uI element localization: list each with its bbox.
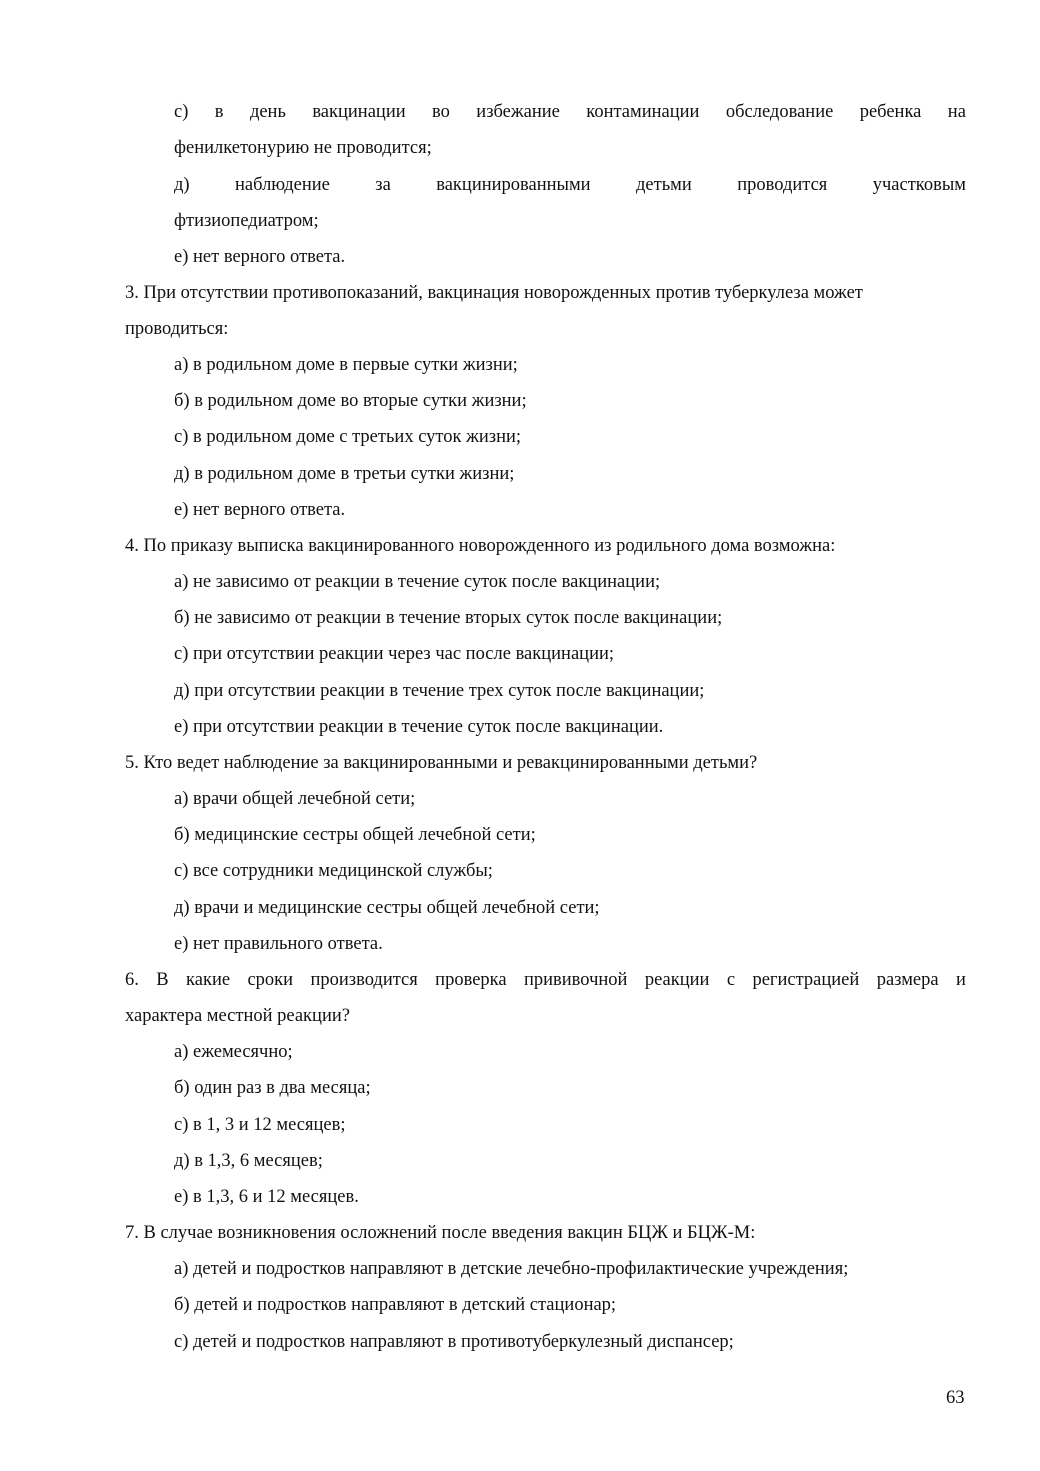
question-6-option-d: д) в 1,3, 6 месяцев; bbox=[174, 1151, 323, 1171]
question-5-line1: 5. Кто ведет наблюдение за вакцинированными и ревакцинированными детьми? bbox=[125, 753, 758, 773]
question-7-option-b: б) детей и подростков направляют в детский стационар; bbox=[174, 1295, 617, 1315]
word: наблюдение bbox=[235, 175, 330, 195]
question-4-option-b: б) не зависимо от реакции в течение вторых суток после вакцинации; bbox=[174, 608, 723, 628]
question-5-option-b: б) медицинские сестры общей лечебной сети; bbox=[174, 825, 536, 845]
question-4-line1: 4. По приказу выписка вакцинированного новорожденного из родильного дома возможна: bbox=[125, 536, 836, 556]
question-5-option-c: с) все сотрудники медицинской службы; bbox=[174, 861, 493, 881]
question-7-line1: 7. В случае возникновения осложнений после введения вакцин БЦЖ и БЦЖ-М: bbox=[125, 1223, 756, 1243]
word: и bbox=[956, 970, 966, 990]
word: проверка bbox=[435, 970, 507, 990]
word: в bbox=[214, 102, 224, 122]
word: день bbox=[249, 102, 286, 122]
word: вакцинации bbox=[312, 102, 406, 122]
question-3-option-b: б) в родильном доме во вторые сутки жизни; bbox=[174, 391, 527, 411]
question-5-option-a: а) врачи общей лечебной сети; bbox=[174, 789, 416, 809]
word: проводится bbox=[737, 175, 828, 195]
word: 6. bbox=[125, 970, 139, 990]
question-5-option-d: д) врачи и медицинские сестры общей лечебной сети; bbox=[174, 898, 600, 918]
question-3-option-c: с) в родильном доме с третьих суток жизни; bbox=[174, 427, 522, 447]
question-6-option-c: с) в 1, 3 и 12 месяцев; bbox=[174, 1115, 346, 1135]
word: какие bbox=[186, 970, 231, 990]
question-6-option-b: б) один раз в два месяца; bbox=[174, 1078, 371, 1098]
word: регистрацией bbox=[752, 970, 860, 990]
word: размера bbox=[876, 970, 939, 990]
word: вакцинированными bbox=[436, 175, 591, 195]
question-4-option-e: е) при отсутствии реакции в течение суток после вакцинации. bbox=[174, 717, 664, 737]
question-4-option-c: с) при отсутствии реакции через час после вакцинации; bbox=[174, 644, 615, 664]
question-6-option-e: е) в 1,3, 6 и 12 месяцев. bbox=[174, 1187, 359, 1207]
question-3-option-a: а) в родильном доме в первые сутки жизни; bbox=[174, 355, 518, 375]
word: участковым bbox=[872, 175, 966, 195]
question-4-option-a: а) не зависимо от реакции в течение суток после вакцинации; bbox=[174, 572, 661, 592]
question-5-option-e: е) нет правильного ответа. bbox=[174, 934, 383, 954]
question-7-option-c: с) детей и подростков направляют в противотуберкулезный диспансер; bbox=[174, 1332, 734, 1352]
answer-e: е) нет верного ответа. bbox=[174, 247, 346, 267]
question-3-option-d: д) в родильном доме в третьи сутки жизни; bbox=[174, 464, 515, 484]
word: за bbox=[375, 175, 391, 195]
page-number: 63 bbox=[946, 1388, 965, 1408]
question-3-line2: проводиться: bbox=[125, 319, 229, 339]
answer-c-line2: фенилкетонурию не проводится; bbox=[174, 138, 432, 158]
word: во bbox=[432, 102, 450, 122]
question-7-option-a: а) детей и подростков направляют в детские лечебно-профилактические учреждения; bbox=[174, 1259, 849, 1279]
word: д) bbox=[174, 175, 190, 195]
word: В bbox=[156, 970, 169, 990]
word: избежание bbox=[476, 102, 560, 122]
word: с) bbox=[174, 102, 189, 122]
answer-d-line1 bbox=[174, 174, 966, 196]
word: на bbox=[947, 102, 966, 122]
word: детьми bbox=[636, 175, 692, 195]
question-6-line1 bbox=[125, 969, 966, 991]
question-3-line1: 3. При отсутствии противопоказаний, вакцинация новорожденных против туберкулеза может bbox=[125, 283, 863, 303]
word: прививочной bbox=[524, 970, 628, 990]
word: реакции bbox=[644, 970, 710, 990]
word: сроки bbox=[247, 970, 294, 990]
question-3-option-e: е) нет верного ответа. bbox=[174, 500, 346, 520]
word: контаминации bbox=[586, 102, 700, 122]
answer-d-line2: фтизиопедиатром; bbox=[174, 211, 319, 231]
question-6-line2: характера местной реакции? bbox=[125, 1006, 350, 1026]
word: ребенка bbox=[859, 102, 922, 122]
question-6-option-a: а) ежемесячно; bbox=[174, 1042, 293, 1062]
question-4-option-d: д) при отсутствии реакции в течение трех суток после вакцинации; bbox=[174, 681, 705, 701]
word: с bbox=[726, 970, 736, 990]
word: производится bbox=[310, 970, 418, 990]
word: обследование bbox=[725, 102, 834, 122]
answer-c-line1 bbox=[174, 101, 966, 123]
